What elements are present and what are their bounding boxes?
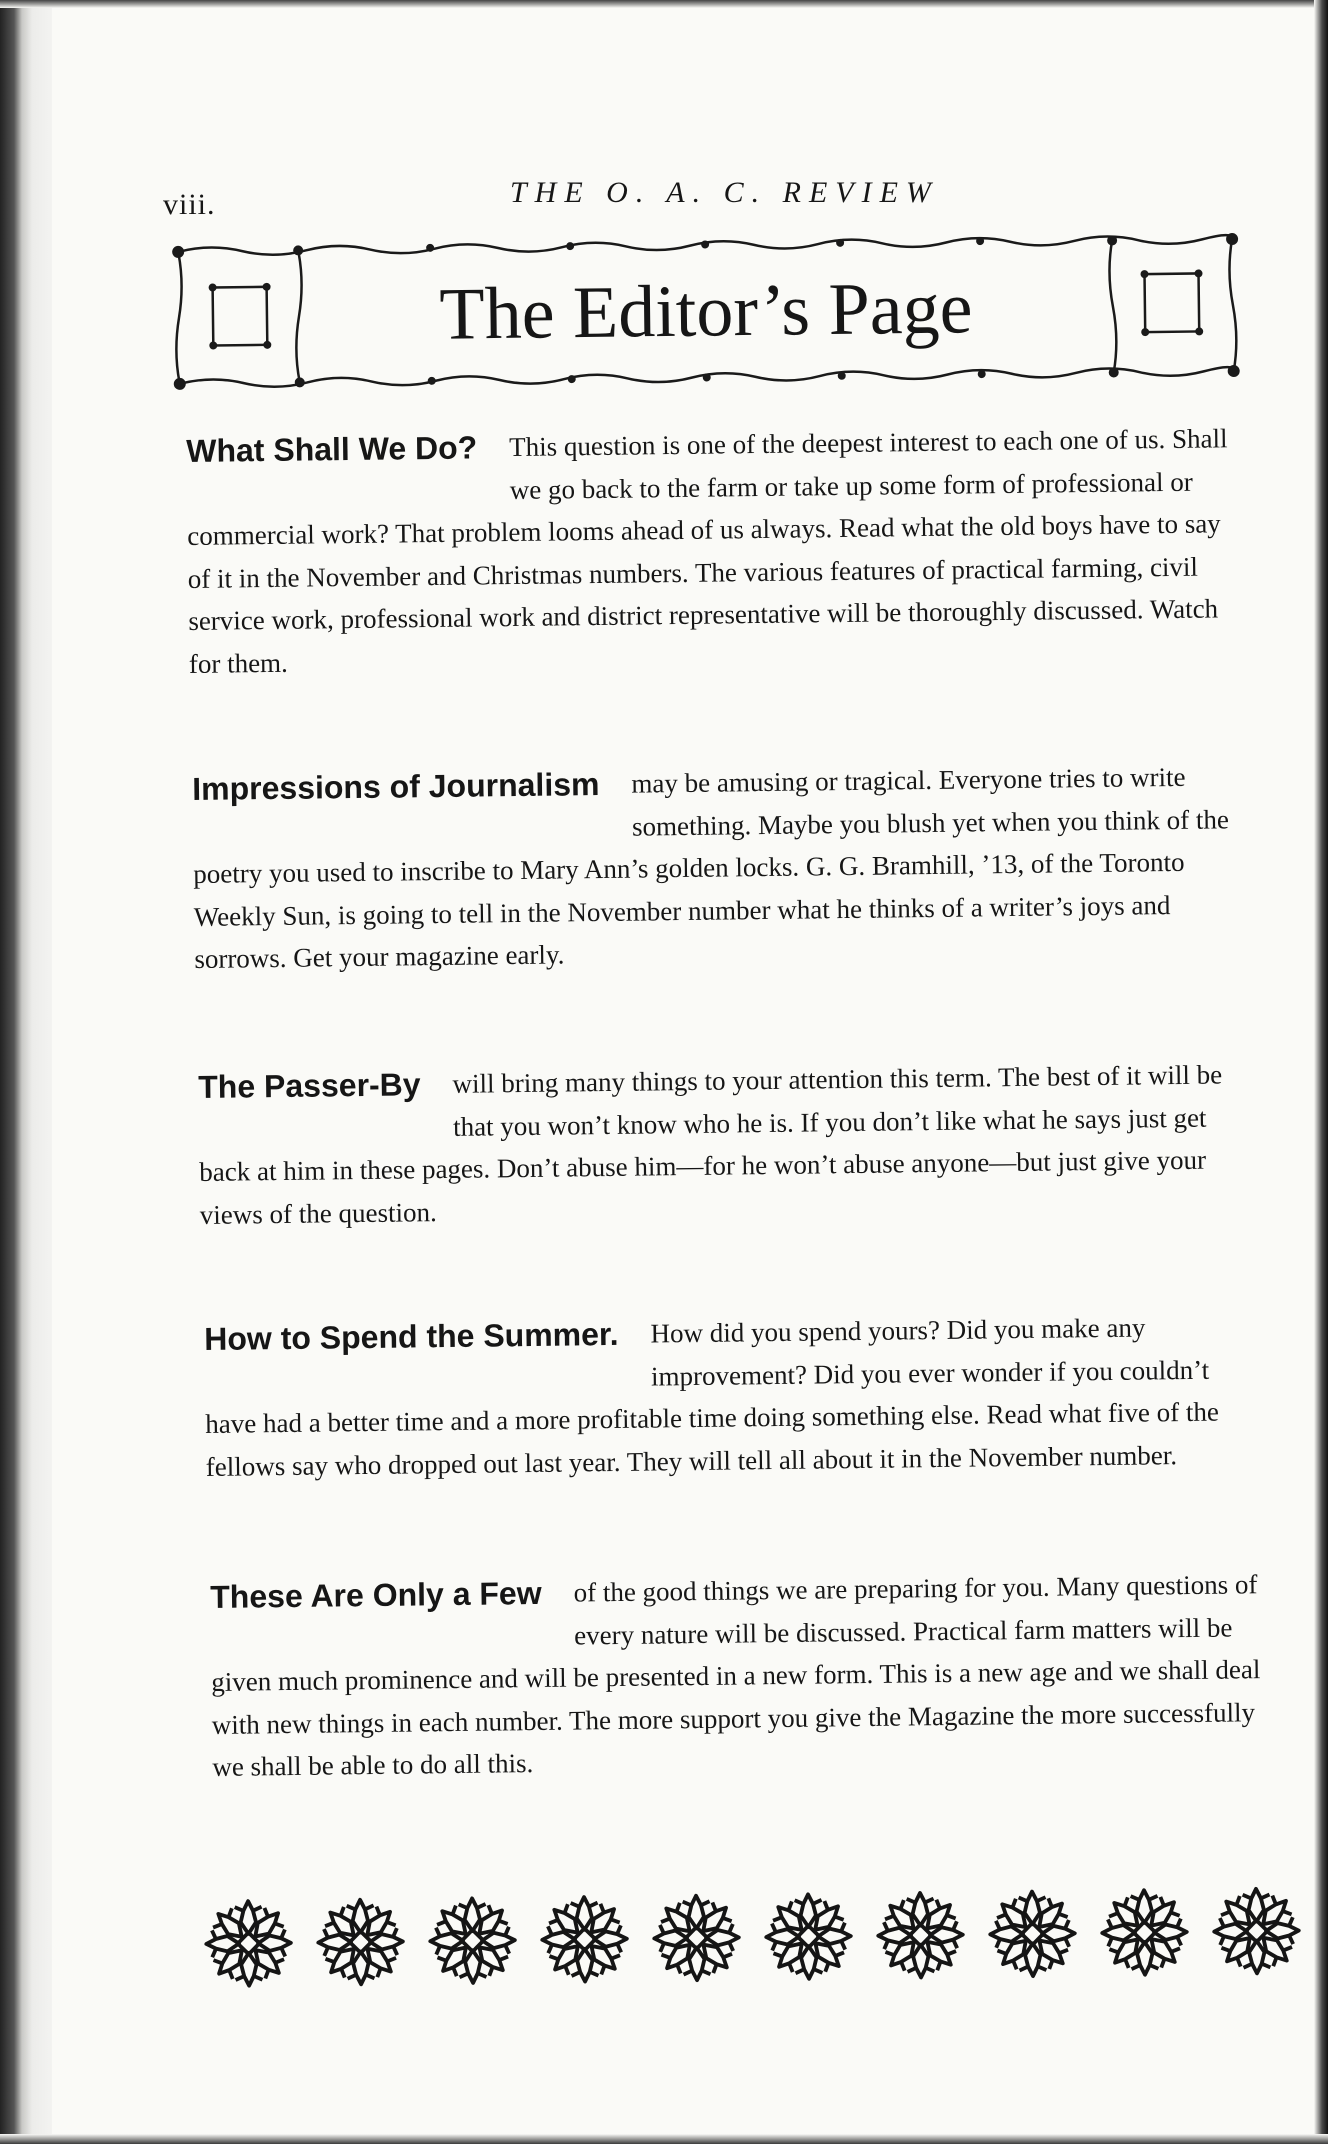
page-title: The Editor’s Page xyxy=(438,267,973,356)
section-heading: What Shall We Do? xyxy=(186,429,478,469)
section-heading: How to Spend the Summer. xyxy=(204,1315,619,1357)
section-body: This question is one of the deepest interest to each one of us. Shall we go back to the farm or take up some form of professional or commercial work? That problem looms ahead of us always. Read what the old boys have to say of it in the November and Christmas numbers. The various features of practical farming, civil service work, professional work and district representative will be thoroughly discussed. Watch for them. xyxy=(187,423,1228,679)
section-body: How did you spend yours? Did you make any improvement? Did you ever wonder if you couldn’t have had a better time and a more profitable time doing something else. Read what five of the fellows say who dropped out last year. They will tell all about it in the November number. xyxy=(205,1312,1220,1482)
snowflake-rosette-icon xyxy=(760,1888,857,1985)
scan-left-edge xyxy=(0,0,52,2144)
section-body: of the good things we are preparing for you. Many questions of every nature will be discussed. Practical farm matters will be given much prominence and will be presented in a new form. This is a new age and we shall deal with new things in each number. The more support you give the Magazine the more successfully we shall be able to do all this. xyxy=(211,1569,1261,1782)
section-heading: These Are Only a Few xyxy=(210,1574,542,1615)
section-these-are-only-a-few xyxy=(210,1563,1275,1788)
section-body: may be amusing or tragical. Everyone tries to write something. Maybe you blush yet when you think of the poetry you used to inscribe to Mary Ann’s golden locks. G. G. Bramhill, ’13, of the Toronto Weekly Sun, is going to tell in the November number what he thinks of a writer’s joys and sorrows. Get your magazine early. xyxy=(193,761,1230,974)
section-the-passer-by xyxy=(198,1053,1262,1236)
snowflake-rosette-icon xyxy=(424,1892,521,1989)
section-heading: The Passer-By xyxy=(198,1066,421,1105)
snowflake-rosette-icon xyxy=(872,1887,969,1984)
scan-top-edge xyxy=(0,0,1328,8)
snowflake-rosette-icon xyxy=(312,1893,409,1990)
snowflake-rosette-icon xyxy=(200,1895,297,1992)
editors-page-banner xyxy=(170,225,1242,398)
snowflake-rosette-icon xyxy=(648,1889,745,1986)
section-impressions-of-journalism xyxy=(192,755,1257,980)
running-head: THE O. A. C. REVIEW xyxy=(510,176,939,209)
snowflake-rosette-icon xyxy=(536,1891,633,1988)
section-how-to-spend-the-summer xyxy=(204,1305,1268,1488)
snowflake-rosette-icon xyxy=(984,1885,1081,1982)
snowflake-rosette-icon xyxy=(1208,1883,1305,1980)
scan-bottom-edge xyxy=(0,2134,1328,2144)
section-body: will bring many things to your attention this term. The best of it will be that you won’t know who he is. If you don’t like what he says just get back at him in these pages. Don’t abuse him—for he won’t abuse anyone—but just give your views of the question. xyxy=(199,1059,1223,1230)
section-heading: Impressions of Journalism xyxy=(192,766,600,807)
page-number: viii. xyxy=(163,188,216,221)
ornament-row xyxy=(200,1883,1281,2006)
snowflake-rosette-icon xyxy=(1096,1884,1193,1981)
scan-right-edge xyxy=(1314,0,1328,2144)
section-what-shall-we-do xyxy=(186,417,1251,685)
